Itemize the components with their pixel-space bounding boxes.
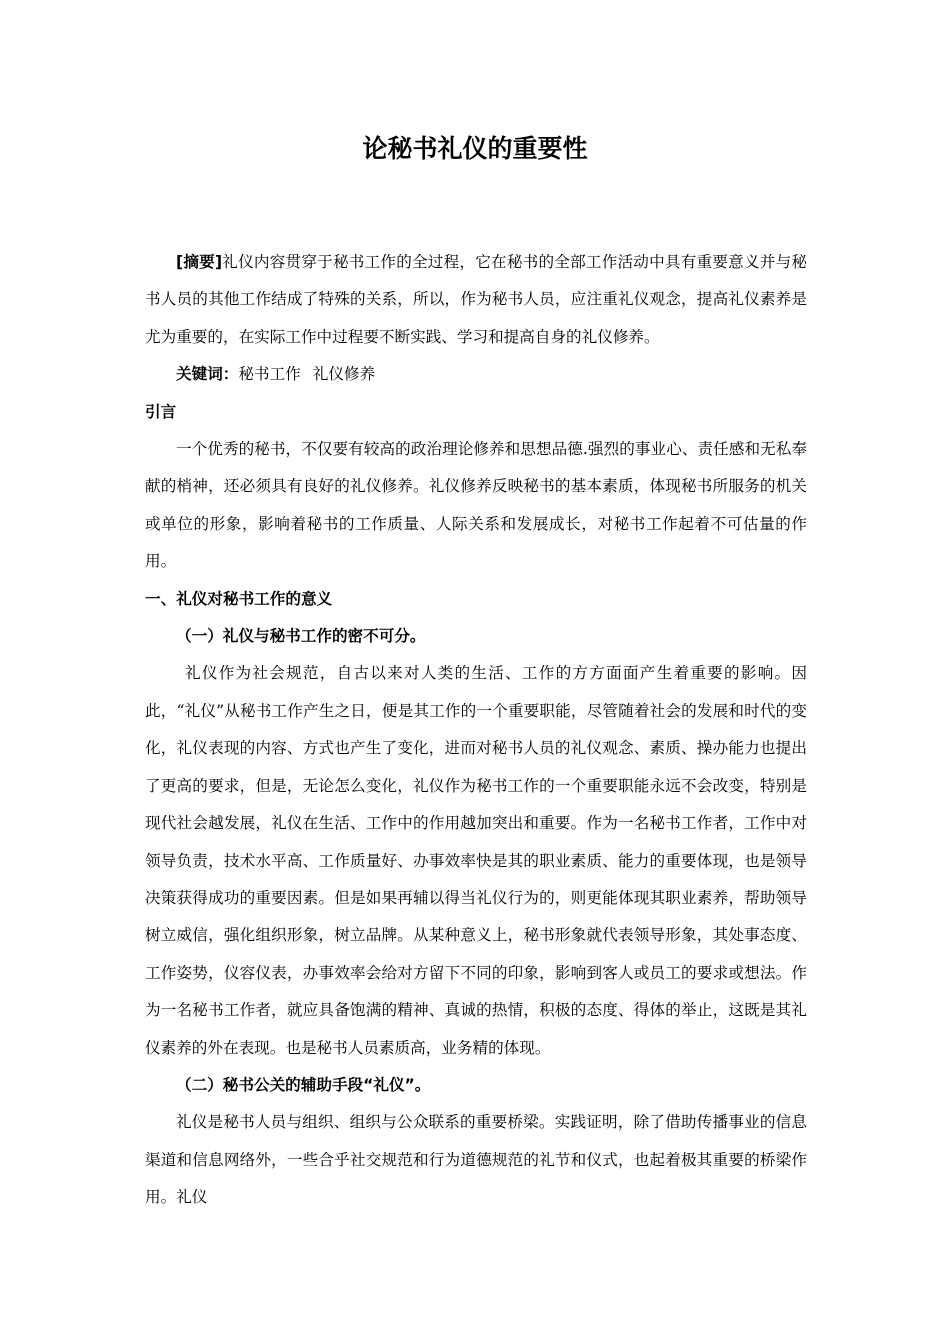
document-title: 论秘书礼仪的重要性 — [362, 134, 588, 163]
keyword-item: 秘书工作 — [238, 365, 301, 384]
subsection-2-paragraph: 礼仪是秘书人员与组织、组织与公众联系的重要桥梁。实践证明，除了借助传播事业的信息渠道和信息网络外，一些合乎社交规范和行为道德规范的礼节和仪式，也起着极其重要的桥梁作用。礼仪 — [145, 1113, 807, 1207]
subsection-2-heading: （二）秘书公关的辅助手段“礼仪”。 — [176, 1075, 431, 1094]
abstract-text: 礼仪内容贯穿于秘书工作的全过程，它在秘书的全部工作活动中具有重要意义并与秘书人员的其他工作结成了特殊的关系，所以，作为秘书人员，应注重礼仪观念，提高礼仪素养是尤为重要的，在实际工作中过程要不断实践、学习和提高自身的礼仪修养。 — [145, 253, 807, 346]
keyword-item: 礼仪修养 — [312, 365, 376, 384]
keywords-label: 关键词： — [176, 365, 239, 384]
keywords-line — [145, 356, 807, 393]
subsection-1-paragraph: 礼仪作为社会规范，自古以来对人类的生活、工作的方方面面产生着重要的影响。因此，“礼仪”从秘书工作产生之日，便是其工作的一个重要职能，尽管随着社会的发展和时代的变化，礼仪表现的内容、方式也产生了变化，进而对秘书人员的礼仪观念、素质、操办能力也提出了更高的要求，但是，无论怎么变化，礼仪作为秘书工作的一个重要职能永远不会改变，特别是现代社会越发展，礼仪在生活、工作中的作用越加突出和重要。作为一名秘书工作者，工作中对领导负责，技术水平高、工作质量好、办事效率快是其的职业素质、能力的重要体现，也是领导决策获得成功的重要因素。但是如果再辅以得当礼仪行为的，则更能体现其职业素养，帮助领导树立威信，强化组织形象，树立品牌。从某种意义上，秘书形象就代表领导形象，其处事态度、工作姿势，仪容仪表，办事效率会给对方留下不同的印象，影响到客人或员工的要求或想法。作为一名秘书工作者，就应具备饱满的精神、真诚的热情，积极的态度、得体的举止，这既是其礼仪素养的外在表现。也是秘书人员素质高，业务精的体现。 — [145, 664, 807, 1057]
section-1-heading: 一、礼仪对秘书工作的意义 — [145, 589, 333, 608]
abstract-label: [摘要] — [176, 253, 223, 271]
intro-paragraph: 一个优秀的秘书，不仅要有较高的政治理论修养和思想品德.强烈的事业心、责任感和无私奉献的梢神，还必须具有良好的礼仪修养。礼仪修养反映秘书的基本素质，体现秘书所服务的机关或单位的形象，影响着秘书的工作质量、人际关系和发展成长，对秘书工作起着不可估量的作用。 — [145, 440, 807, 571]
abstract-paragraph — [145, 244, 807, 356]
intro-heading: 引言 — [145, 402, 177, 421]
subsection-1-heading: （一）礼仪与秘书工作的密不可分。 — [176, 627, 426, 646]
document-body — [145, 244, 807, 1217]
